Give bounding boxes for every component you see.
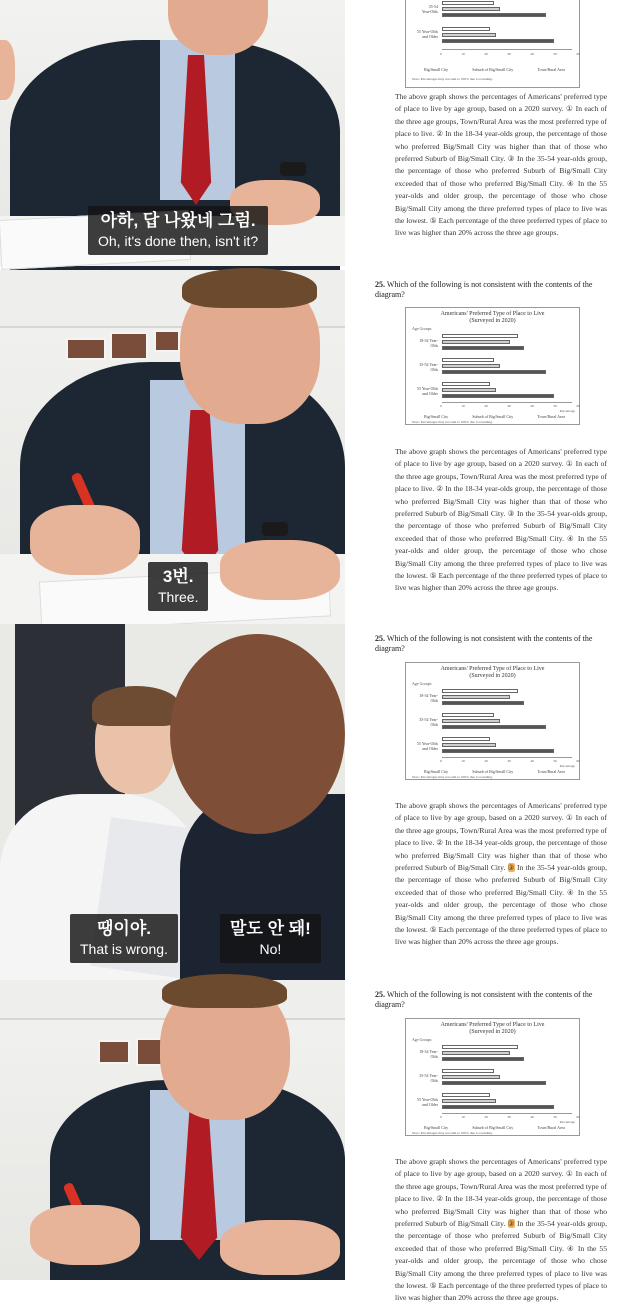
exam-sheet-2: [345, 270, 640, 624]
subtitle-en: Oh, it's done then, isn't it?: [98, 233, 259, 249]
photo-man-smiling: [0, 980, 345, 1280]
subtitle-en: That is wrong.: [80, 941, 168, 957]
exam-sheet-3: [345, 624, 640, 980]
subtitle-en: Three.: [158, 589, 199, 605]
question-title: 25. Which of the following is not consistent with the contents of the diagram?: [375, 280, 593, 299]
subtitle-en: No!: [259, 941, 282, 957]
panel-2: [0, 270, 640, 624]
highlighted-choice-3: ③: [507, 1219, 515, 1229]
photo-student-reaction: [0, 624, 345, 980]
chart: Americans' Preferred Type of Place to Live (Surveyed in 2020) Age Groups 18-34 Year-Olds 35-54 Year-Olds 55 Year-Olds and Older 0 10 20 30 40 50 60 Percentage Big/Small City Suburb of Big/Small City Town/Rural Area Note: Percentages may not sum to 100% due to rounding.: [405, 1018, 580, 1136]
subtitle-ko: 땡이야.: [96, 919, 151, 938]
question-paragraph: The above graph shows the percentages of Americans' preferred type of place to live by age group, based on a 2020 survey. ① In each of the three age groups, Town/Rural Area was the most preferred type of place to live. ② In the 18-34 year-olds group, the percentage of those who preferred Big/Small City was higher than that of those who preferred Suburb of Big/Small City. ③ In the 35-54 year-olds group, the percentage of those who preferred Suburb of Big/Small City exceeded that of those who preferred Big/Small City. ④ In the 55 year-olds and older group, the percentage of those who chose Big/Small City among the three preferred types of place to live was the lowest. ⑤ Each percentage of the three preferred types of place to live was higher than 20% across the three age groups.: [395, 92, 607, 238]
question-title: 25. Which of the following is not consistent with the contents of the diagram?: [375, 990, 593, 1009]
panel-1: [0, 0, 640, 266]
chart: 35-54 Year-Olds 55 Year-Olds and Older 0 10 20 30 40 50 60 Big/Small City Suburb of Big/Small City Town/Rural Area Note: Percentages may not sum to 100% due to rounding.: [405, 0, 580, 88]
subtitle-ko: 3번.: [162, 567, 194, 586]
panel-4: [0, 980, 640, 1303]
question-title: 25. Which of the following is not consistent with the contents of the diagram?: [375, 634, 593, 653]
question-paragraph: The above graph shows the percentages of Americans' preferred type of place to live by age group, based on a 2020 survey. ① In each of the three age groups, Town/Rural Area was the most preferred type of place to live. ② In the 18-34 year-olds group, the percentage of those who preferred Big/Small City was higher than that of those who preferred Suburb of Big/Small City. ③ In the 35-54 year-olds group, the percentage of those who preferred Suburb of Big/Small City exceeded that of those who preferred Big/Small City. ④ In the 55 year-olds and older group, the percentage of those who chose Big/Small City among the three preferred types of place to live was the lowest. ⑤ Each percentage of the three preferred types of place to live was higher than 20% across the three age groups.: [395, 1157, 607, 1303]
subtitle-4: [220, 914, 321, 963]
question-paragraph: The above graph shows the percentages of Americans' preferred type of place to live by age group, based on a 2020 survey. ① In each of the three age groups, Town/Rural Area was the most preferred type of place to live. ② In the 18-34 year-olds group, the percentage of those who preferred Big/Small City was higher than that of those who preferred Suburb of Big/Small City. ③ In the 35-54 year-olds group, the percentage of those who preferred Suburb of Big/Small City exceeded that of those who preferred Big/Small City. ④ In the 55 year-olds and older group, the percentage of those who chose Big/Small City among the three preferred types of place to live was the lowest. ⑤ Each percentage of the three preferred types of place to live was higher than 20% across the three age groups.: [395, 447, 607, 593]
chart: Americans' Preferred Type of Place to Live (Surveyed in 2020) Age Groups 18-34 Year-Olds 35-54 Year-Olds 55 Year-Olds and Older 0 10 20 30 40 50 60 Percentage Big/Small City Suburb of Big/Small City Town/Rural Area Note: Percentages may not sum to 100% due to rounding.: [405, 307, 580, 425]
subtitle-ko: 말도 안 돼!: [230, 919, 311, 938]
subtitle-2: [148, 562, 208, 611]
panel-3: [0, 624, 640, 980]
man-back-head: [170, 634, 345, 834]
question-paragraph: The above graph shows the percentages of Americans' preferred type of place to live by age group, based on a 2020 survey. ① In each of the three age groups, Town/Rural Area was the most preferred type of place to live. ② In the 18-34 year-olds group, the percentage of those who preferred Big/Small City was higher than that of those who preferred Suburb of Big/Small City. ③ In the 35-54 year-olds group, the percentage of those who preferred Suburb of Big/Small City exceeded that of those who preferred Big/Small City. ④ In the 55 year-olds and older group, the percentage of those who chose Big/Small City among the three preferred types of place to live was the lowest. ⑤ Each percentage of the three preferred types of place to live was higher than 20% across the three age groups.: [395, 801, 607, 947]
subtitle-3: [70, 914, 178, 963]
chart: Americans' Preferred Type of Place to Live (Surveyed in 2020) Age Groups 18-34 Year-Olds 35-54 Year-Olds 55 Year-Olds and Older 0 10 20 30 40 50 60 Percentage Big/Small City Suburb of Big/Small City Town/Rural Area Note: Percentages may not sum to 100% due to rounding.: [405, 662, 580, 780]
photo-man-reading: [0, 0, 345, 266]
photo-man-writing: [0, 270, 345, 624]
subtitle-ko: 아하, 답 나왔네 그럼.: [100, 211, 256, 230]
highlighted-choice-3: ③: [507, 863, 515, 873]
exam-sheet-4: [345, 980, 640, 1303]
subtitle-1: [88, 206, 268, 255]
exam-sheet-1: [345, 0, 640, 266]
